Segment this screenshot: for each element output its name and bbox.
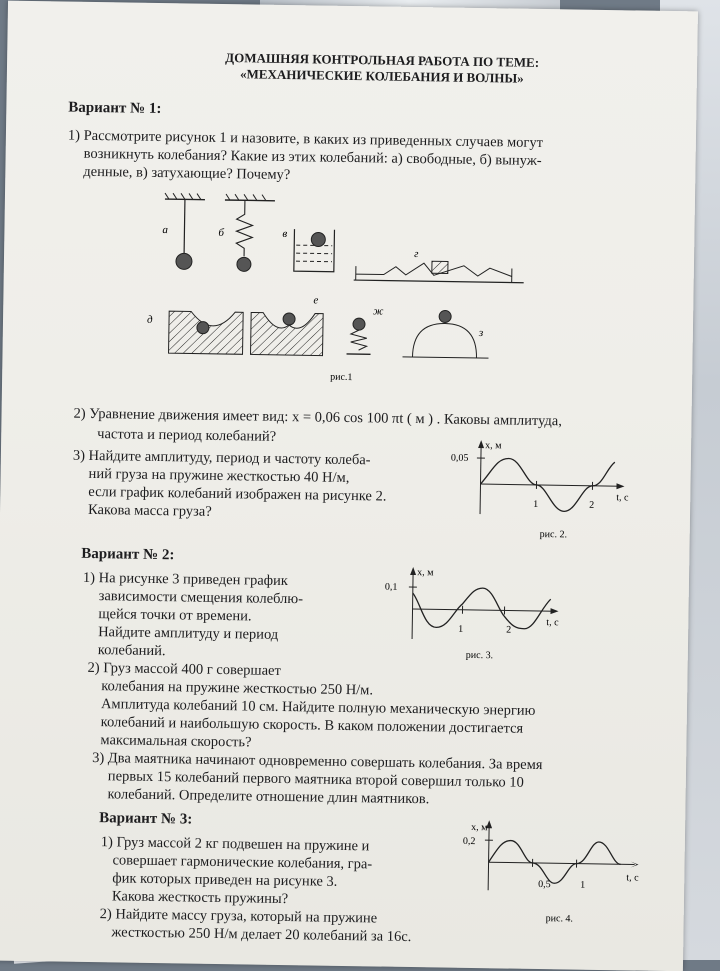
variant-2-heading: Вариант № 2: (81, 546, 174, 564)
v3-q1-line-2: совершает гармонические колебания, гра- (112, 852, 372, 873)
fig1-label-e: д (147, 314, 153, 326)
fig2-caption: рис. 2. (540, 529, 567, 540)
fig1-label-f: е (313, 294, 318, 306)
page-title (147, 49, 617, 88)
v3-q1-line-3: фик которых приведен на рисунке 3. (112, 870, 337, 891)
variant-3-heading: Вариант № 3: (99, 810, 192, 828)
v3-q2-line-2: жесткостью 250 Н/м делает 20 колебаний за 16с. (111, 924, 411, 946)
fig1-caption: рис.1 (330, 372, 352, 383)
block-surface-d (354, 260, 524, 283)
v2-q2-line-5: максимальная скорость? (100, 732, 251, 751)
fig2-xlabel: t, c (616, 492, 629, 503)
title-line-2: «МЕХАНИЧЕСКИЕ КОЛЕБАНИЯ И ВОЛНЫ» (147, 65, 617, 88)
v2-q3-line-2: первых 15 колебаний первого маятника второй совершил только 10 (108, 768, 524, 792)
v2-q2-line-3: Амплитуда колебаний 10 см. Найдите полную механическую энергию (101, 696, 536, 720)
fig2-yvalue: 0,05 (451, 453, 469, 464)
fig3-yvalue: 0,1 (385, 582, 398, 593)
title-line-1: ДОМАШНЯЯ КОНТРОЛЬНАЯ РАБОТА ПО ТЕМЕ: (147, 49, 617, 72)
v1-q2-line-2: частота и период колебаний? (97, 426, 276, 446)
worksheet-page (0, 1, 698, 971)
v2-q3-line-1: 3) Два маятника начинают одновременно совершать колебания. За время (92, 750, 543, 774)
fig4-caption: рис. 4. (546, 913, 573, 924)
graph-fig-3 (374, 562, 576, 665)
graph-fig-4 (450, 816, 652, 929)
v1-q3-line-1: 3) Найдите амплитуду, период и частоту колеба- (73, 448, 371, 470)
fig4-tick-2: 1 (580, 880, 585, 891)
fig4-xlabel: t, c (626, 872, 639, 883)
fig1-label-g: ж (373, 305, 384, 317)
fig4-yvalue: 0,2 (463, 836, 476, 847)
fig4-ylabel: x, м (471, 822, 488, 833)
fig3-tick-1: 1 (458, 624, 463, 635)
pendulum-a (164, 193, 205, 270)
v2-q1-line-2: зависимости смещения колеблю- (99, 588, 304, 608)
ball-hill-h (402, 310, 489, 358)
fig2-tick-2: 2 (589, 500, 594, 511)
spring-pendulum-b (224, 194, 275, 272)
v3-q1-line-1: 1) Груз массой 2 кг подвешен на пружине и (101, 834, 370, 855)
vessel-c (294, 229, 335, 272)
v2-q1-line-1: 1) На рисунке 3 приведен график (83, 570, 288, 590)
ball-spring-g (347, 318, 372, 354)
fig1-label-h: з (478, 327, 483, 339)
fig2-ylabel: x, м (485, 440, 502, 451)
v2-q2-line-2: колебания на пружине жесткостью 250 Н/м. (101, 678, 373, 699)
fig1-label-a: а (162, 224, 168, 236)
v1-q1-line-3: денные, в) затухающие? Почему? (83, 164, 290, 184)
v1-q1-line-1: 1) Рассмотрите рисунок 1 и назовите, в каких из приведенных случаев могут (68, 128, 543, 152)
figure-1 (132, 191, 535, 387)
v2-q2-line-4: колебаний и наибольшую скорость. В каком положении достигается (101, 714, 524, 738)
fig3-caption: рис. 3. (466, 650, 493, 661)
bowl-f (251, 312, 324, 355)
fig3-xlabel: t, c (546, 617, 559, 628)
fig1-label-d: г (414, 248, 419, 260)
v1-q3-line-2: ний груза на пружине жесткостью 40 Н/м, (88, 466, 349, 487)
v2-q1-line-5: колебаний. (98, 642, 166, 660)
fig3-ylabel: x, м (417, 567, 434, 578)
bowl-e (169, 311, 244, 354)
graph-fig-2 (440, 435, 642, 548)
v2-q1-line-3: щейся точки от времени. (98, 606, 251, 625)
v1-q3-line-4: Какова масса груза? (88, 502, 212, 521)
v2-q1-line-4: Найдите амплитуду и период (98, 624, 278, 644)
fig1-label-b: б (218, 227, 224, 239)
v3-q1-line-4: Какова жесткость пружины? (112, 888, 288, 908)
fig3-tick-2: 2 (506, 624, 511, 635)
fig4-tick-1: 0,5 (538, 879, 551, 890)
v1-q1-line-2: возникнуть колебания? Какие из этих колебаний: а) свободные, б) вынуж- (84, 146, 542, 170)
v3-q2-line-1: 2) Найдите массу груза, который на пружине (100, 906, 378, 927)
fig1-label-c: в (282, 228, 287, 240)
v1-q3-line-3: если график колебаний изображен на рисунке 2. (88, 484, 386, 506)
variant-1-heading: Вариант № 1: (68, 100, 161, 118)
fig2-tick-1: 1 (533, 499, 538, 510)
v2-q3-line-3: колебаний. Определите отношение длин маятников. (107, 786, 429, 808)
v2-q2-line-1: 2) Груз массой 400 г совершает (87, 660, 281, 680)
v1-q2-line-1: 2) Уравнение движения имеет вид: x = 0,06 cos 100 πt ( м ) . Каковы амплитуда, (73, 406, 562, 431)
